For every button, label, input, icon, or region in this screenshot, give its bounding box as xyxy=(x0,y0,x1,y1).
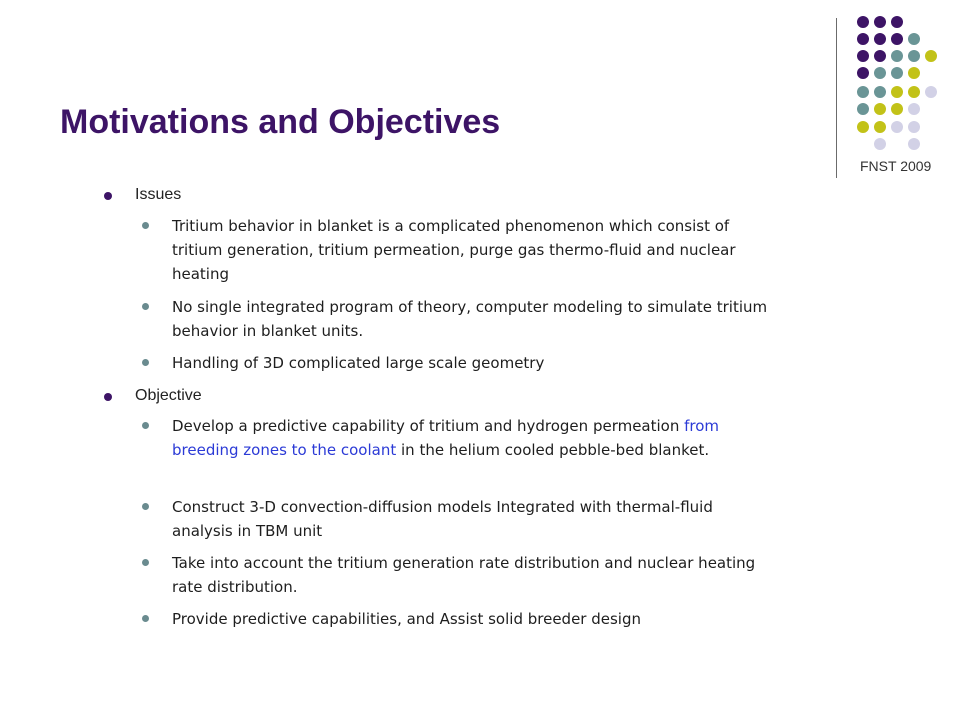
decor-dot xyxy=(857,86,869,98)
objective-item xyxy=(172,551,772,599)
decor-dot xyxy=(857,121,869,133)
level2-bullet xyxy=(142,303,149,310)
item-text: Construct 3-D convection-diffusion models Integrated with thermal-fluid analysis in TBM unit xyxy=(172,498,713,540)
decor-dot xyxy=(874,86,886,98)
decor-dot xyxy=(857,103,869,115)
decor-dot xyxy=(891,33,903,45)
level1-bullet xyxy=(104,393,112,401)
decor-dot xyxy=(908,50,920,62)
issue-item xyxy=(172,351,772,375)
issue-item xyxy=(172,214,772,286)
event-tag: FNST 2009 xyxy=(860,158,932,174)
decor-dot xyxy=(857,50,869,62)
item-text: Develop a predictive capability of tritium and hydrogen permeation xyxy=(172,417,685,435)
decor-dot xyxy=(908,86,920,98)
level2-bullet xyxy=(142,422,149,429)
decor-dot xyxy=(908,138,920,150)
decor-dot xyxy=(925,86,937,98)
item-text: Handling of 3D complicated large scale geometry xyxy=(172,354,545,372)
decor-dot xyxy=(857,16,869,28)
item-text: Take into account the tritium generation rate distribution and nuclear heating rate distribution. xyxy=(172,554,756,596)
decor-dot xyxy=(874,16,886,28)
decor-dot xyxy=(891,86,903,98)
section-heading-issues: Issues xyxy=(135,186,182,203)
decor-dot xyxy=(891,50,903,62)
decor-dot xyxy=(874,138,886,150)
decor-dot xyxy=(908,67,920,79)
decor-dot xyxy=(891,16,903,28)
decor-dot xyxy=(874,50,886,62)
decor-dot xyxy=(874,33,886,45)
decor-dot xyxy=(908,33,920,45)
issue-item xyxy=(172,295,772,343)
header-divider-line xyxy=(836,18,837,178)
decor-dot xyxy=(925,50,937,62)
decor-dot xyxy=(891,103,903,115)
level2-bullet xyxy=(142,559,149,566)
decor-dot xyxy=(857,33,869,45)
slide-title: Motivations and Objectives xyxy=(60,103,501,141)
item-text: Provide predictive capabilities, and Assist solid breeder design xyxy=(172,610,641,628)
level2-bullet xyxy=(142,222,149,229)
objective-item xyxy=(172,414,772,462)
decor-dot xyxy=(857,67,869,79)
decor-dot xyxy=(874,67,886,79)
item-text: Tritium behavior in blanket is a complicated phenomenon which consist of tritium generation, tritium permeation, purge gas thermo-fluid and nuclear heating xyxy=(172,217,736,283)
level2-bullet xyxy=(142,503,149,510)
highlighted-text: from breeding zones to the coolant xyxy=(172,417,720,459)
level2-bullet xyxy=(142,359,149,366)
decor-dot xyxy=(874,121,886,133)
item-text: in the helium cooled pebble-bed blanket. xyxy=(396,441,710,459)
decor-dot xyxy=(891,67,903,79)
decor-dot xyxy=(874,103,886,115)
decor-dot xyxy=(908,121,920,133)
decor-dot xyxy=(908,103,920,115)
decor-dot xyxy=(891,121,903,133)
item-text: No single integrated program of theory, computer modeling to simulate tritium behavior in blanket units. xyxy=(172,298,768,340)
level1-bullet xyxy=(104,192,112,200)
level2-bullet xyxy=(142,615,149,622)
section-heading-objective: Objective xyxy=(135,387,202,404)
objective-item xyxy=(172,495,772,543)
objective-item xyxy=(172,607,772,631)
